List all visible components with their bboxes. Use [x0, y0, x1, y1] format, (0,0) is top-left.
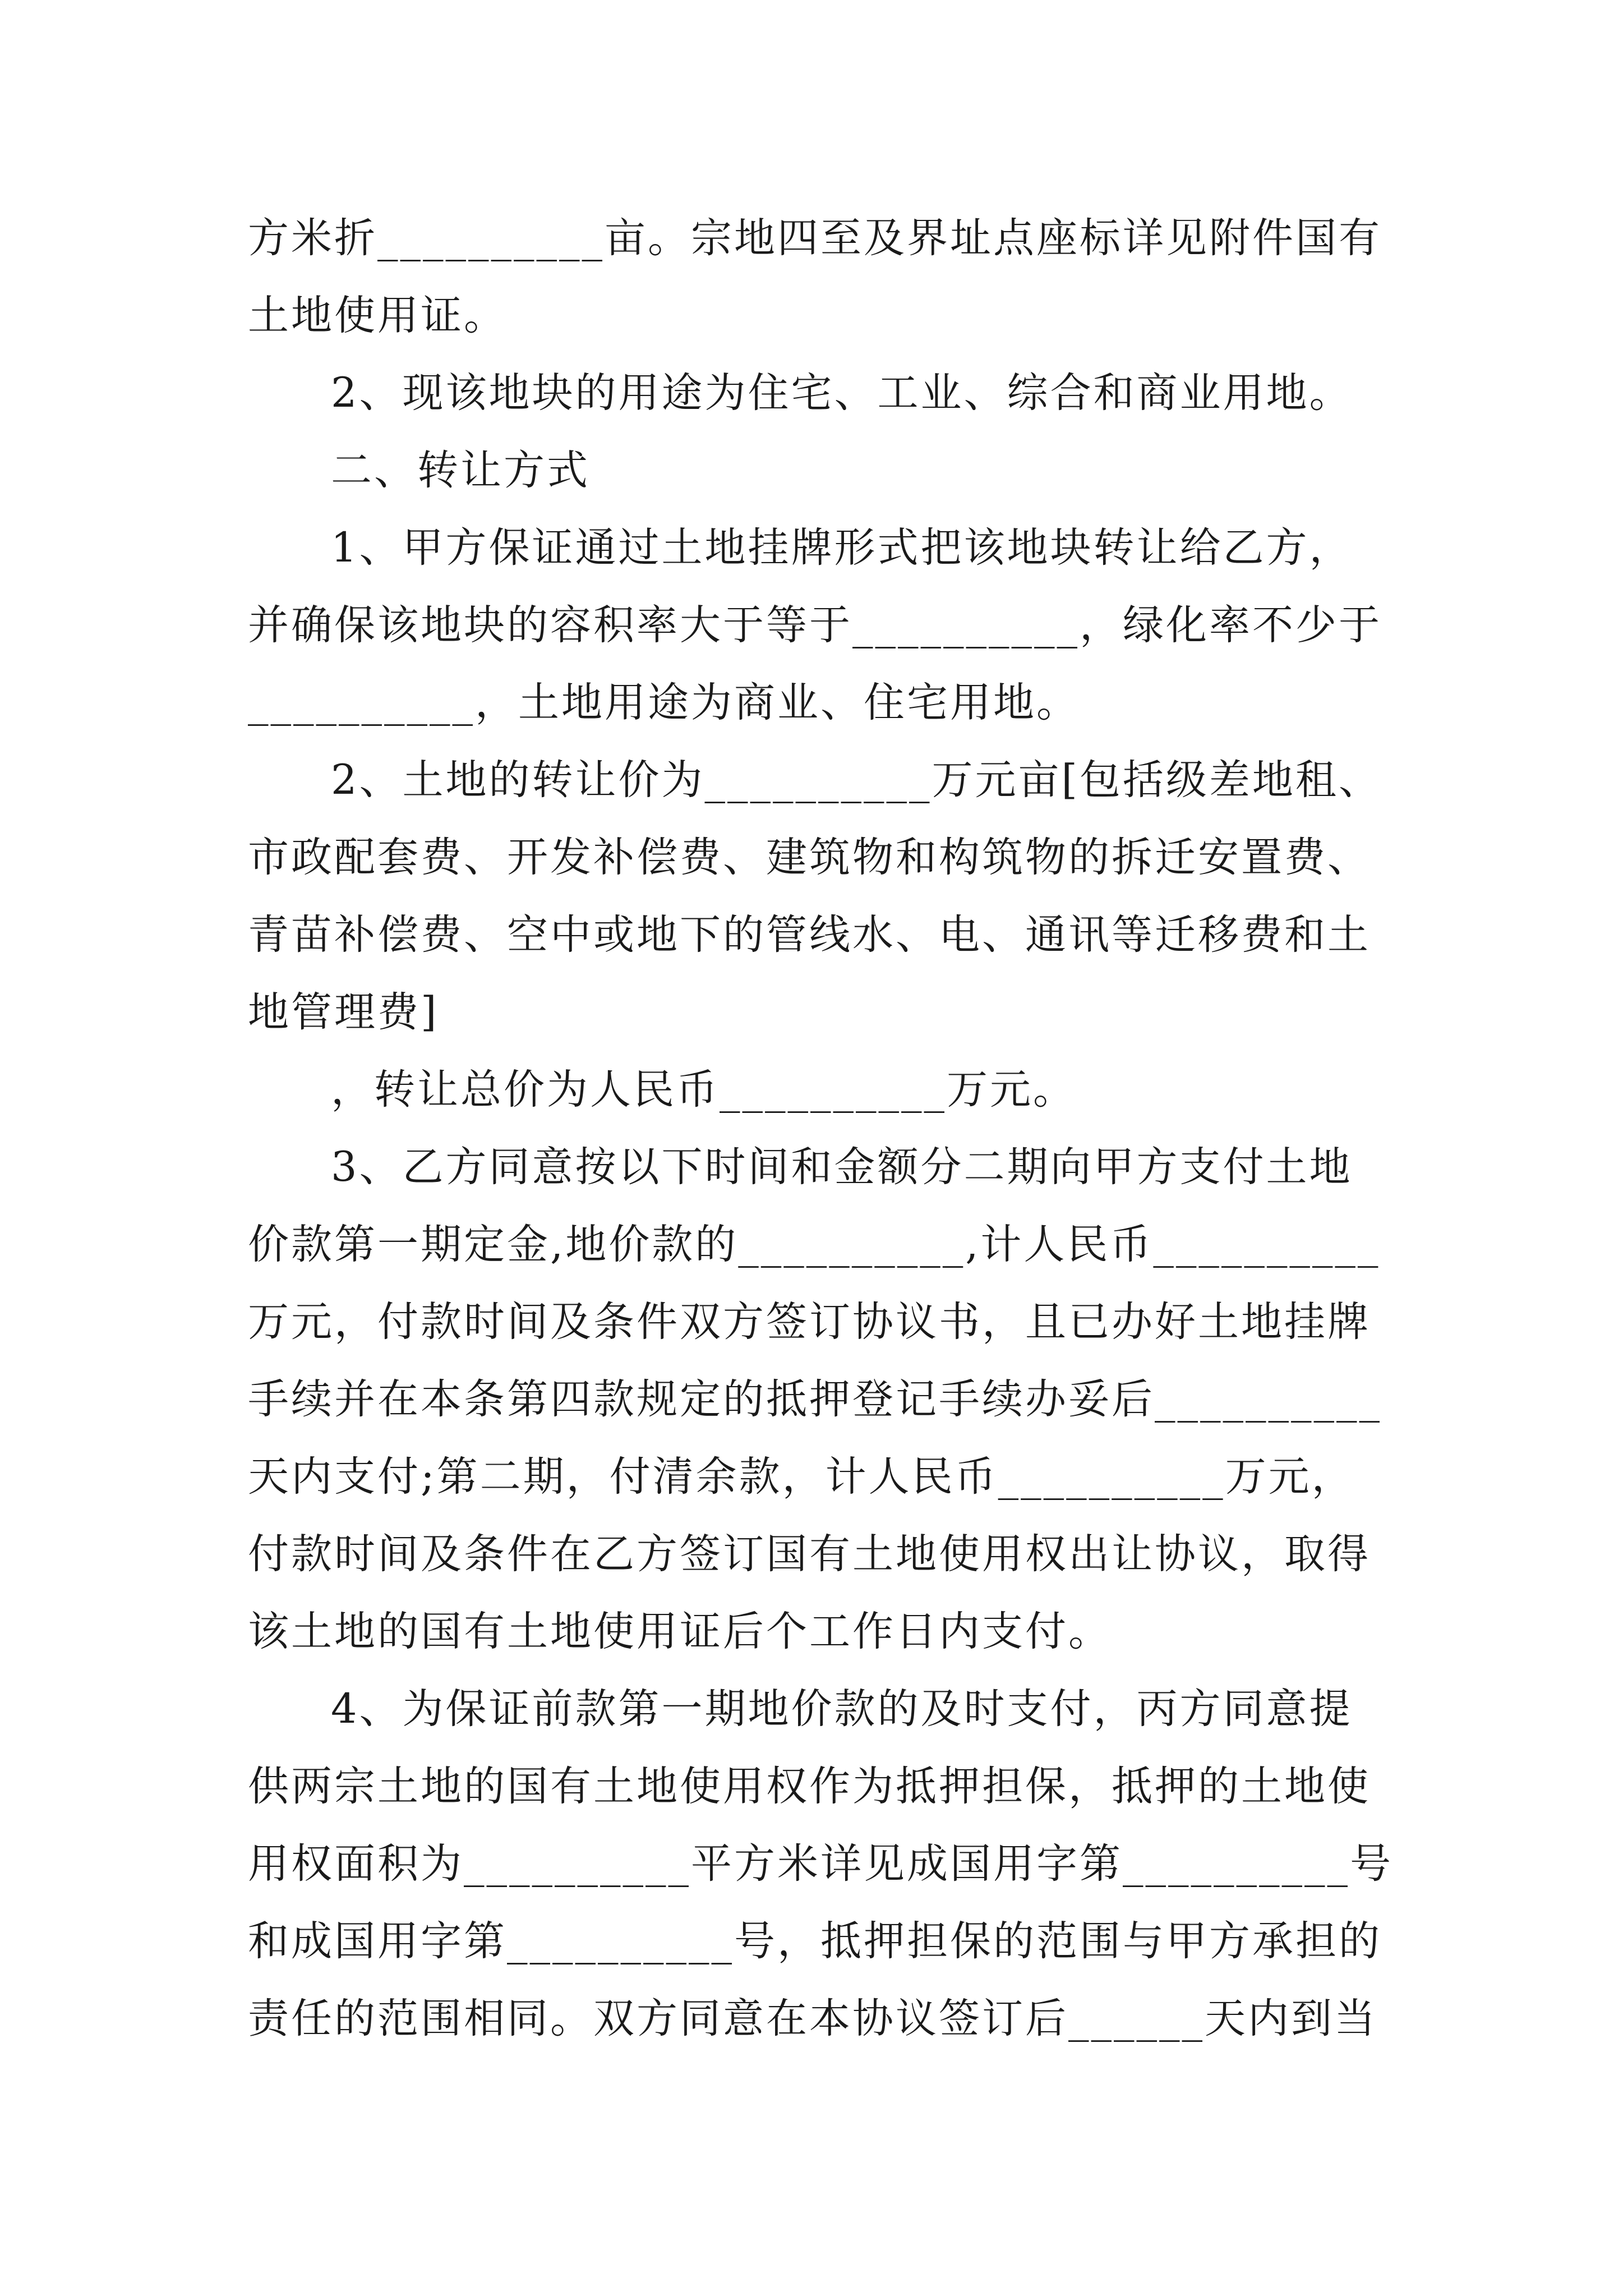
- text-line: 1、甲方保证通过土地挂牌形式把该地块转让给乙方，: [331, 524, 1353, 572]
- text-line: 4、为保证前款第一期地价款的及时支付，丙方同意提: [331, 1685, 1353, 1733]
- text-line: 天内支付;第二期，付清余款，计人民币__________万元，: [248, 1453, 1355, 1501]
- text-line: 该土地的国有土地使用证后个工作日内支付。: [248, 1608, 1112, 1655]
- text-line: 2、土地的转让价为__________万元亩[包括级差地租、: [331, 756, 1382, 804]
- text-line: 付款时间及条件在乙方签订国有土地使用权出让协议，取得: [248, 1530, 1371, 1578]
- text-line: 用权面积为__________平方米详见成国用字第__________号: [248, 1840, 1393, 1888]
- text-line: 2、现该地块的用途为住宅、工业、综合和商业用地。: [331, 369, 1353, 417]
- text-line: 地管理费]: [248, 988, 439, 1036]
- text-line: 万元，付款时间及条件双方签订协议书，且已办好土地挂牌: [248, 1298, 1371, 1346]
- text-line: ，转让总价为人民币__________万元。: [331, 1066, 1076, 1114]
- text-line: 责任的范围相同。双方同意在本协议签订后______天内到当: [248, 1995, 1377, 2042]
- text-line: 方米折__________亩。宗地四至及界址点座标详见附件国有: [248, 214, 1382, 262]
- text-line: 供两宗土地的国有土地使用权作为抵押担保，抵押的土地使: [248, 1763, 1371, 1810]
- text-line: 和成国用字第__________号，抵押担保的范围与甲方承担的: [248, 1917, 1382, 1965]
- text-line: __________，土地用途为商业、住宅用地。: [248, 679, 1080, 726]
- text-line: 3、乙方同意按以下时间和金额分二期向甲方支付土地: [331, 1143, 1353, 1191]
- text-line: 市政配套费、开发补偿费、建筑物和构筑物的拆迁安置费、: [248, 834, 1371, 881]
- text-line: 土地使用证。: [248, 292, 507, 339]
- text-line: 青苗补偿费、空中或地下的管线水、电、通讯等迁移费和土: [248, 911, 1371, 959]
- text-line: 价款第一期定金,地价款的__________,计人民币__________: [248, 1221, 1381, 1268]
- text-line: 手续并在本条第四款规定的抵押登记手续办妥后__________: [248, 1375, 1382, 1423]
- text-line: 并确保该地块的容积率大于等于__________，绿化率不少于: [248, 601, 1382, 649]
- section-heading: 二、转让方式: [331, 447, 590, 494]
